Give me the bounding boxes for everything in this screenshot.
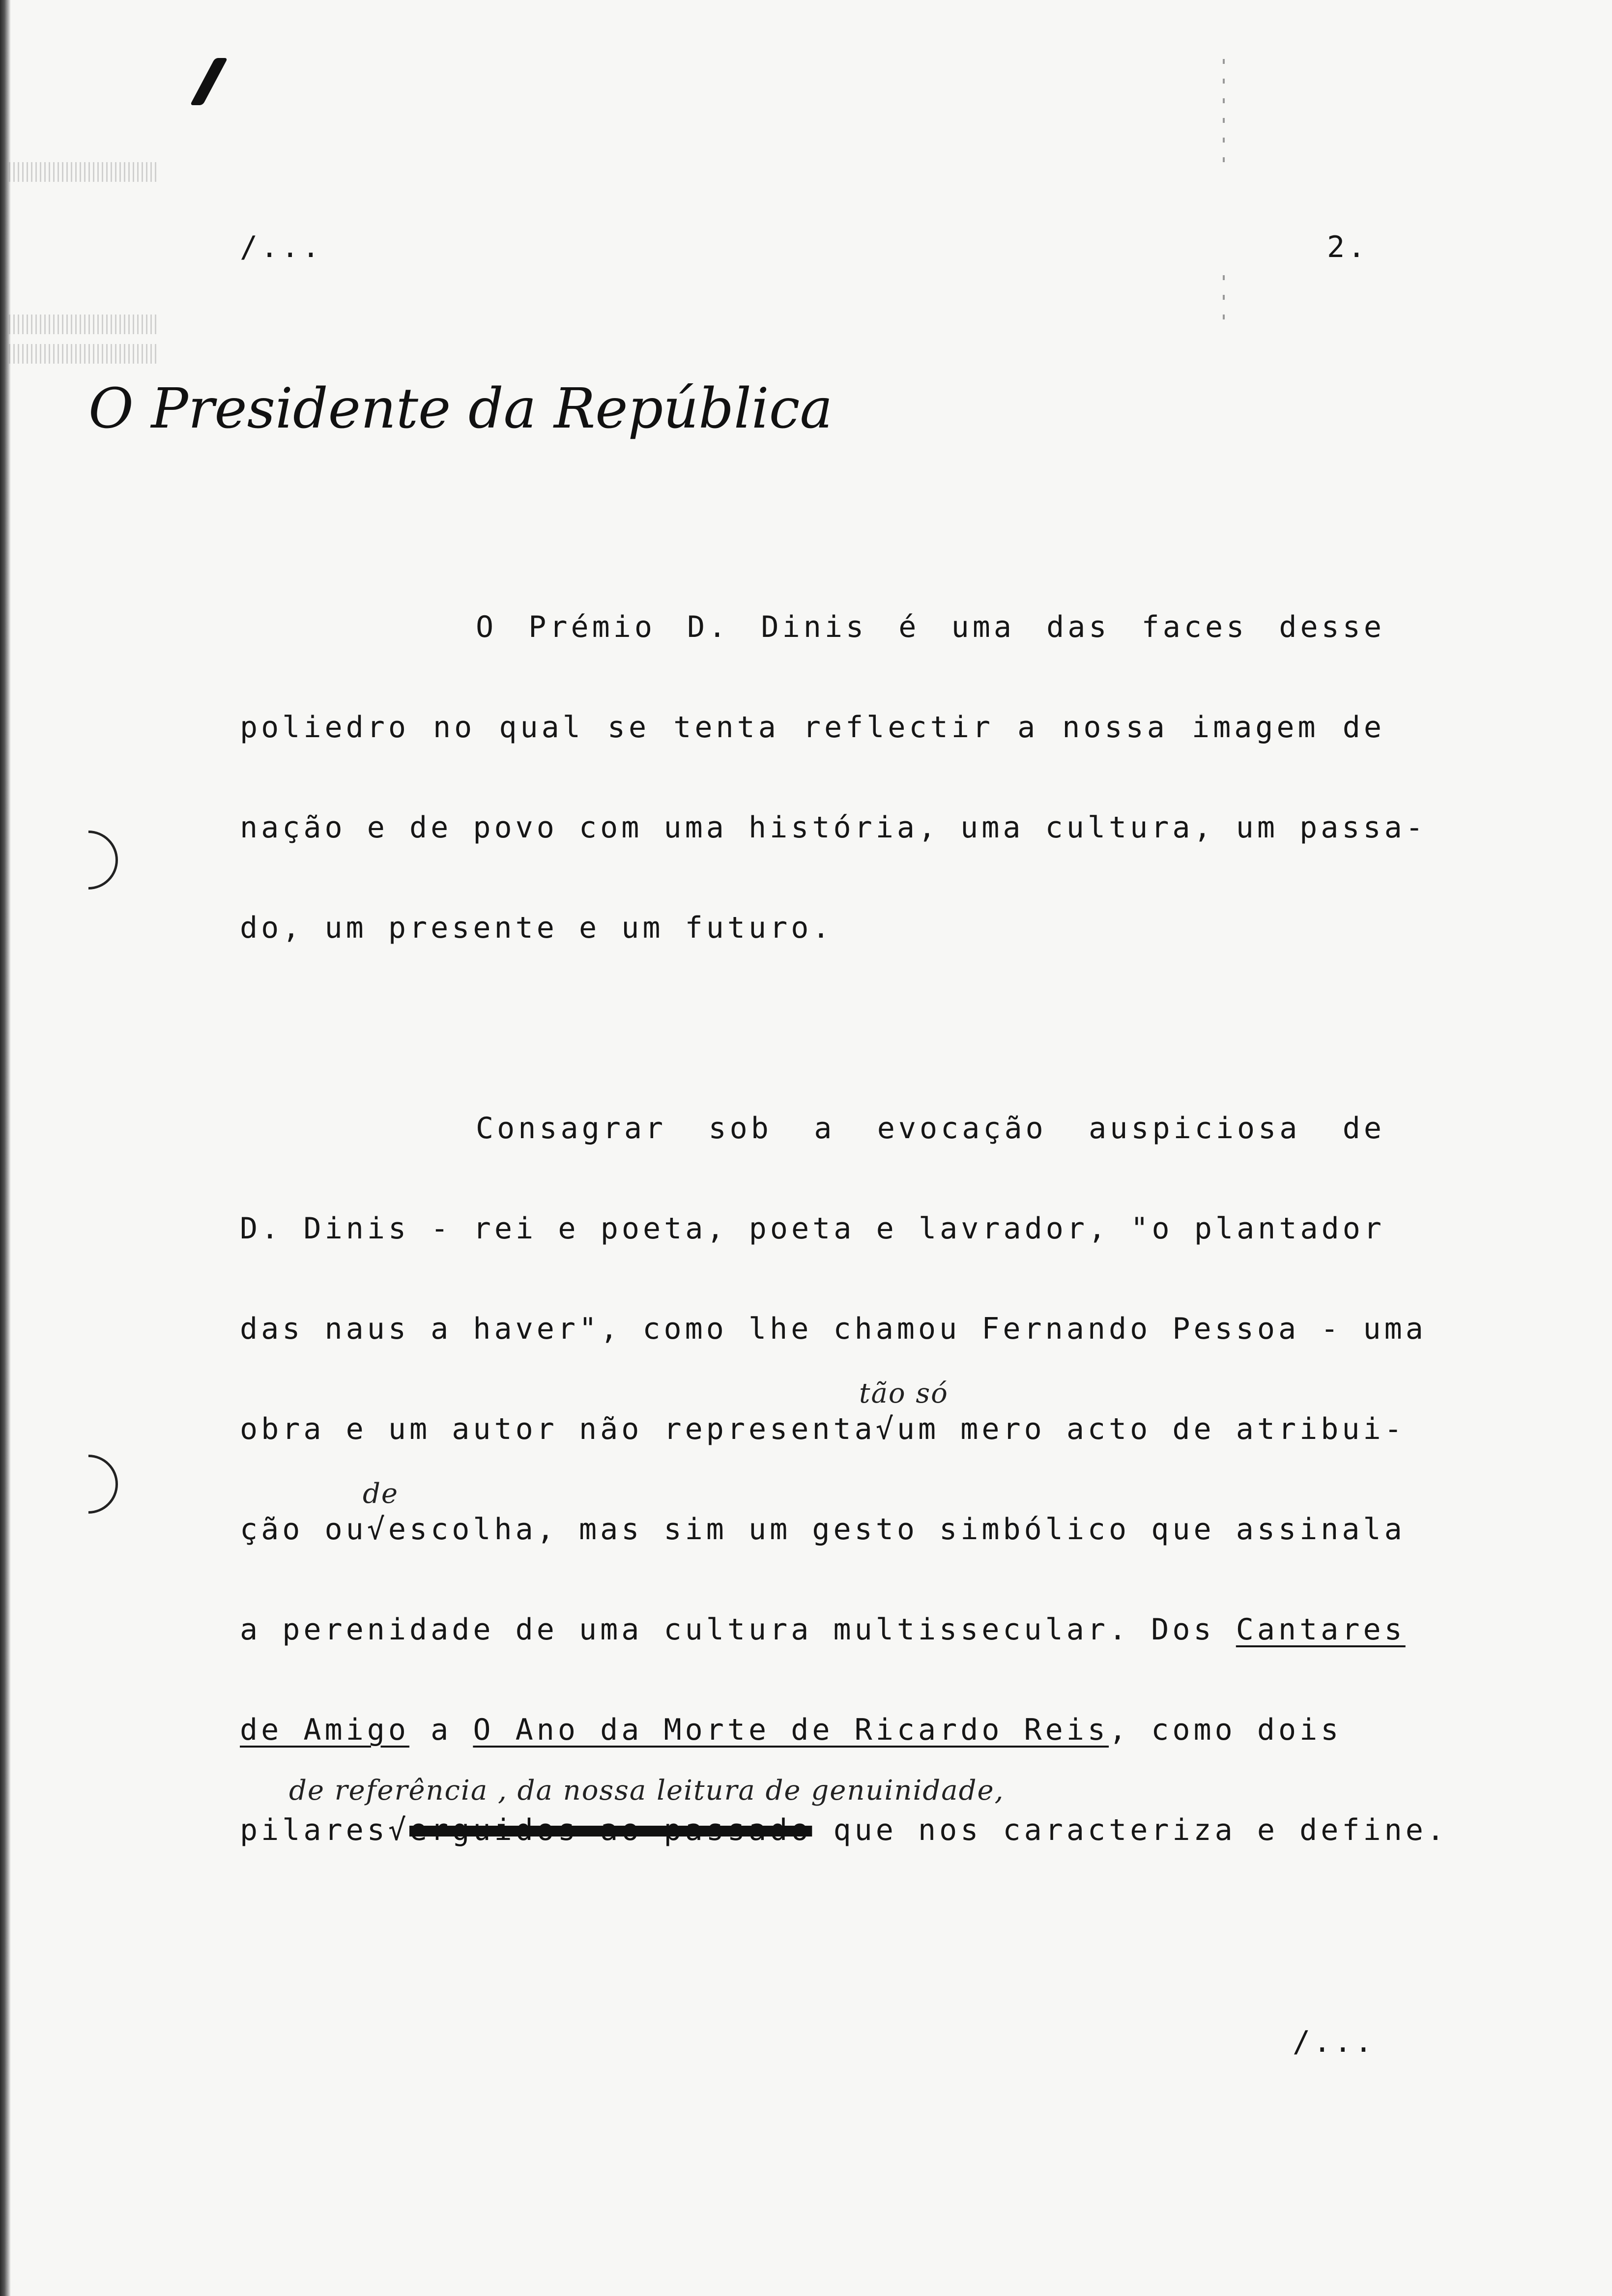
struck-text: erguidos ao passado [409,1813,812,1847]
pen-slash-mark [190,58,228,105]
book-title: de Amigo [240,1713,409,1747]
text-segment: escolha, mas sim um gesto simbólico que assinala [388,1512,1406,1547]
letterhead [88,354,833,457]
scan-speck [9,162,156,182]
insert-caret: √ [875,1412,897,1446]
text-line-annotated [240,1775,1448,1911]
text-line: das naus a haver", como lhe chamou Fernando Pessoa - uma [240,1312,1427,1346]
continuation-top: /... [240,230,323,264]
handwritten-insert: tão só [859,1378,949,1409]
text-line: O Prémio D. Dinis é uma das faces desse [476,610,1385,644]
letterhead-text: O Presidente da República [88,377,833,441]
handwritten-insert: de referência , da nossa leitura de genuinidade, [289,1775,1005,1807]
text-line: poliedro no qual se tenta reflectir a nossa imagem de [240,710,1385,745]
punch-hole-mark [47,818,130,902]
text-line-annotated [240,1478,1406,1610]
scan-speck [9,315,156,334]
text-line: Consagrar sob a evocação auspiciosa de [476,1111,1385,1146]
continuation-bottom: /... [1293,2025,1376,2059]
text-segment: a perenidade de uma cultura multissecular. Dos [240,1612,1236,1647]
text-segment: que nos caracteriza e define. [812,1813,1448,1847]
text-segment: ção ou [240,1512,367,1547]
text-line: nação e de povo com uma história, uma cultura, um passa- [240,810,1427,845]
insert-caret: √ [367,1512,388,1547]
insert-caret: √ [388,1813,409,1847]
fold-marks [1223,275,1225,334]
text-segment: pilares [240,1813,388,1847]
text-line [240,1610,1406,1710]
paragraph-2 [240,1109,1448,1911]
book-title: Cantares [1236,1612,1406,1647]
text-line-annotated [240,1378,1406,1510]
text-line: do, um presente e um futuro. [240,911,834,945]
book-title: O Ano da Morte de Ricardo Reis [473,1713,1109,1747]
text-segment: obra e um autor não representa [240,1412,876,1446]
fold-marks [1223,59,1225,167]
text-line: D. Dinis - rei e poeta, poeta e lavrador, "o plantador [240,1211,1385,1246]
text-segment: um mero acto de atribui- [896,1412,1406,1446]
punch-hole-mark [47,1442,130,1526]
text-segment: , como dois [1109,1713,1342,1747]
paragraph-1 [240,607,1427,1008]
handwritten-insert: de [363,1478,399,1510]
text-segment: a [409,1713,473,1747]
page-number: 2. [1327,230,1369,264]
